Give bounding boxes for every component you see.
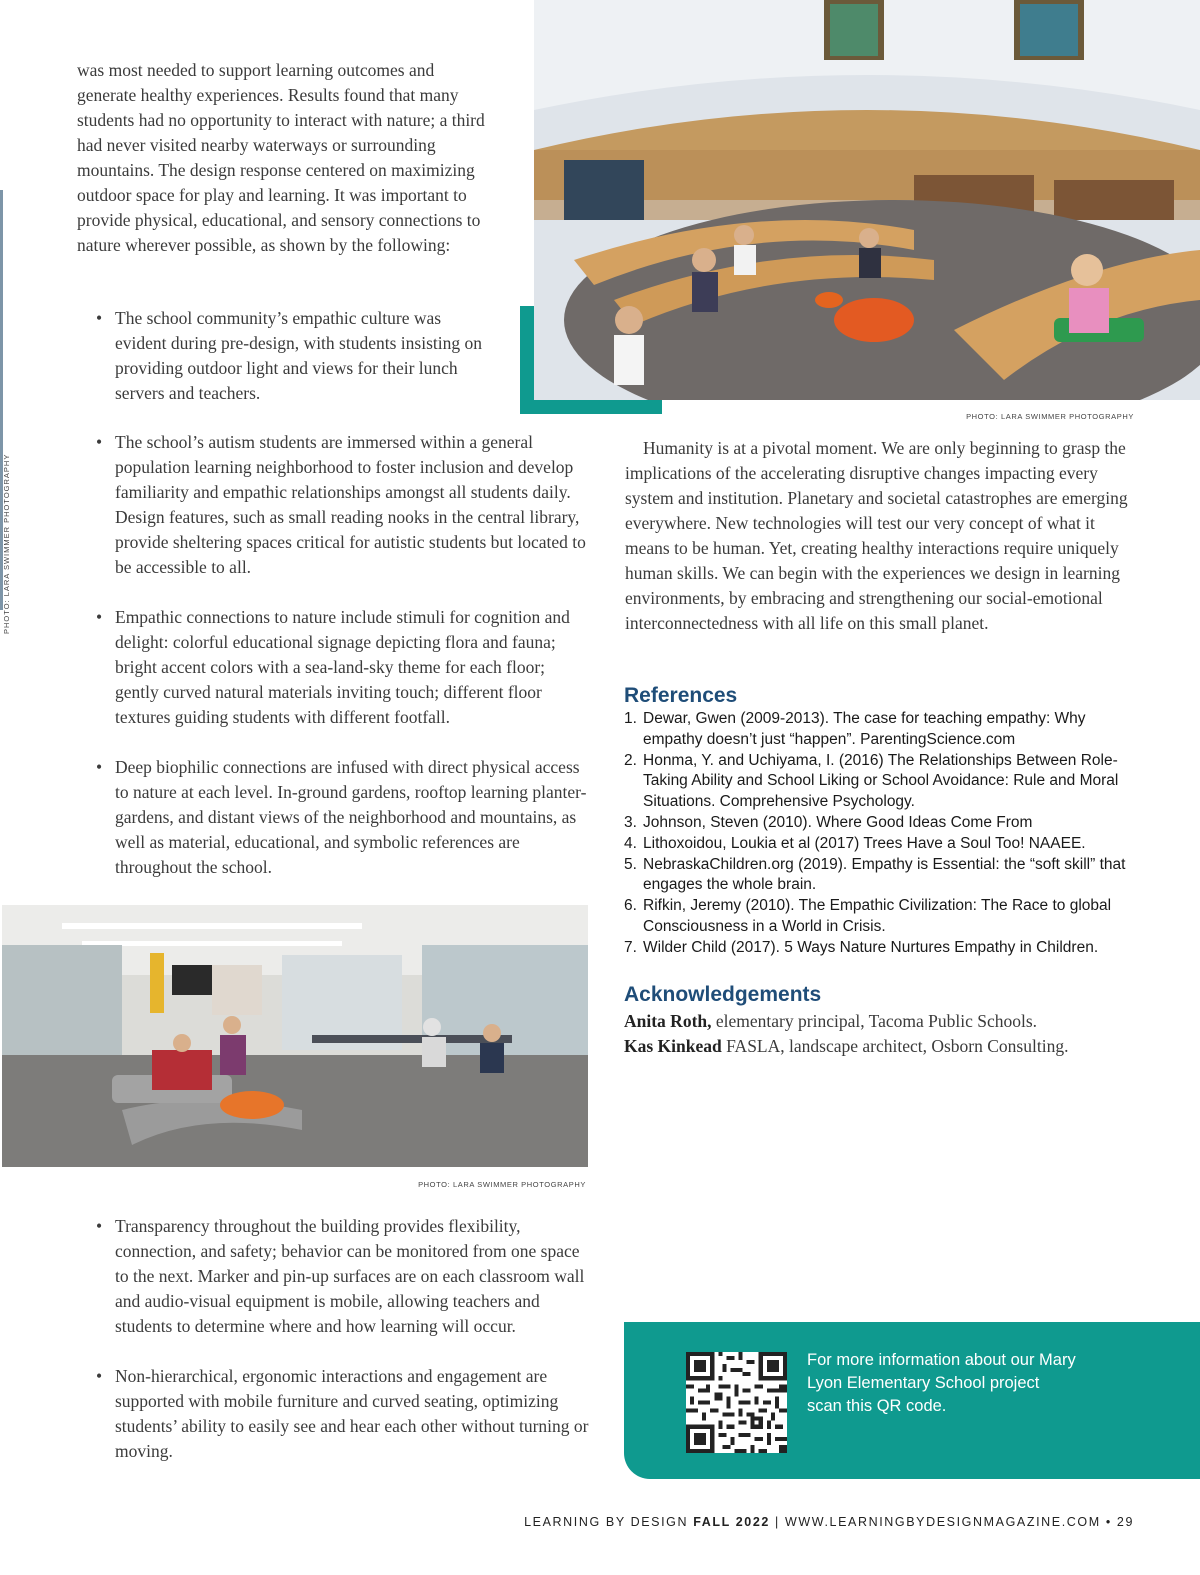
side-photo-credit: PHOTO: LARA SWIMMER PHOTOGRAPHY [2, 453, 11, 634]
intro-paragraph: was most needed to support learning outcomes and generate healthy experiences. Results found that many students had no opportunity to interact with nature; a third had never visited nearby waterways or surrounding mountains. The design response centered on maximizing outdoor space for play and learning. It was important to provide physical, educational, and sensory connections to nature wherever possible, as shown by the following: [77, 60, 485, 255]
reference-item: 2. Honma, Y. and Uchiyama, I. (2016) The Relationships Between Role-Taking Ability and School Liking or School Avoidance: Rule and Moral Situations. Comprehensive Psychology. [624, 751, 1119, 811]
page-number: 29 [1116, 1515, 1134, 1529]
bullet-item: • The school community’s empathic culture was evident during pre-design, with students insisting on providing outdoor light and views for their lunch servers and teachers. [96, 306, 496, 406]
qr-code[interactable] [686, 1352, 787, 1453]
footer-magazine: LEARNING BY DESIGN [524, 1515, 689, 1529]
bullet-list-top [96, 306, 496, 431]
page-footer [524, 1515, 1134, 1529]
footer-website: WWW.LEARNINGBYDESIGNMAGAZINE.COM [784, 1515, 1101, 1529]
acknowledgements-heading: Acknowledgements [624, 983, 822, 1006]
bullet-item: • Deep biophilic connections are infused with direct physical access to nature at each level. In-ground gardens, rooftop learning planter-gardens, and distant views of the neighborhood and mountains, as well as material, educational, and symbolic references are throughout the school. [96, 755, 591, 880]
qr-callout [624, 1322, 1200, 1479]
bullet-list-bottom [96, 1214, 591, 1489]
references-heading: References [624, 684, 738, 707]
qr-callout-text: For more information about our Mary Lyon Elementary School project scan this QR code. [807, 1351, 1076, 1415]
reference-item: 4. Lithoxoidou, Loukia et al (2017) Trees Have a Soul Too! NAAEE. [624, 834, 1086, 852]
acknowledgements-list [624, 1009, 1144, 1059]
reference-item: 7. Wilder Child (2017). 5 Ways Nature Nurtures Empathy in Children. [624, 938, 1099, 956]
bullet-list-middle [96, 430, 591, 905]
references-list [624, 709, 1144, 959]
learning-commons-photo [2, 905, 588, 1167]
library-photo [534, 0, 1200, 400]
reference-item: 3. Johnson, Steven (2010). Where Good Ideas Come From [624, 813, 1033, 831]
reference-item: 5. NebraskaChildren.org (2019). Empathy is Essential: the “soft skill” that engages the whole brain. [624, 855, 1126, 894]
reference-item: 1. Dewar, Gwen (2009-2013). The case for teaching empathy: Why empathy doesn’t just “happen”. ParentingScience.com [624, 710, 1086, 748]
bullet-item: • Non-hierarchical, ergonomic interactions and engagement are supported with mobile furniture and curved seating, optimizing students’ ability to easily see and hear each other without turning or moving. [96, 1364, 591, 1464]
bullet-item: • Transparency throughout the building provides flexibility, connection, and safety; behavior can be monitored from one space to the next. Marker and pin-up surfaces are on each classroom wall and audio-visual equipment is mobile, allowing teachers and students to determine where and how learning will occur. [96, 1214, 591, 1339]
reference-item: 6. Rifkin, Jeremy (2010). The Empathic Civilization: The Race to global Consciousness in a World in Crisis. [624, 897, 1112, 935]
footer-bullet: • [1105, 1515, 1112, 1529]
footer-separator: | [775, 1515, 780, 1529]
acknowledgement-item: Kas Kinkead FASLA, landscape architect, Osborn Consulting. [624, 1036, 1069, 1056]
footer-issue: FALL 2022 [693, 1515, 770, 1529]
bullet-item: • The school’s autism students are immersed within a general population learning neighborhood to foster inclusion and develop familiarity and empathic relationships amongst all students daily. Design features, such as small reading nooks in the central library, provide sheltering spaces critical for autistic students but located to be accessible to all. [96, 430, 591, 580]
learning-commons-photo-credit: PHOTO: LARA SWIMMER PHOTOGRAPHY [418, 1180, 586, 1189]
acknowledgement-item: Anita Roth, elementary principal, Tacoma Public Schools. [624, 1011, 1038, 1031]
bullet-item: • Empathic connections to nature include stimuli for cognition and delight: colorful educational signage depicting flora and fauna; bright accent colors with a sea-land-sky theme for each floor; gently curved natural materials inviting touch; different floor textures guiding students with different footfall. [96, 605, 591, 730]
closing-paragraph: Humanity is at a pivotal moment. We are only beginning to grasp the implications of the accelerating disruptive changes impacting every system and institution. Planetary and societal catastrophes are emerging everywhere. New technologies will test our very concept of what it means to be human. Yet, creating healthy interactions require uniquely human skills. We can begin with the experiences we design in learning environments, by embracing and strengthening our social-emotional interconnectedness with all life on this small planet. [625, 438, 1128, 633]
library-photo-credit: PHOTO: LARA SWIMMER PHOTOGRAPHY [966, 412, 1134, 421]
